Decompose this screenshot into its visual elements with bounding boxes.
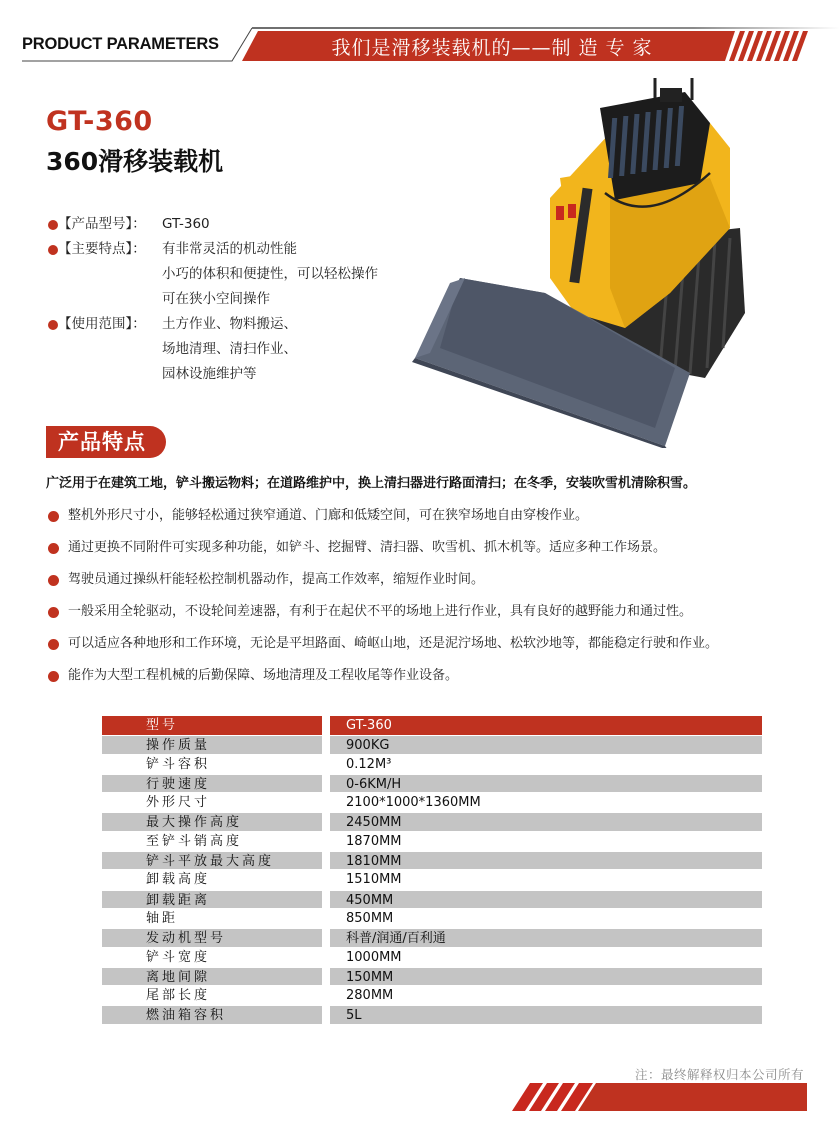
param-name: 铲斗平放最大高度 bbox=[102, 852, 322, 869]
feature-item bbox=[46, 505, 826, 537]
spec-label: 【产品型号】： bbox=[58, 216, 146, 232]
param-name: 离地间隙 bbox=[102, 968, 322, 985]
features-intro: 广泛用于在建筑工地，铲斗搬运物料；在道路维护中，换上清扫器进行路面清扫；在冬季，安装吹雪机清除积雪。 bbox=[46, 476, 697, 491]
header-slogan: 我们是滑移装载机的——制 造 专 家 bbox=[331, 37, 653, 59]
param-name: 燃油箱容积 bbox=[102, 1006, 322, 1023]
table-row bbox=[102, 890, 762, 909]
param-name: 卸载距离 bbox=[102, 891, 322, 908]
bullet-icon bbox=[48, 671, 59, 682]
product-model: GT-360 bbox=[46, 106, 153, 137]
feature-text: 通过更换不同附件可实现多种功能，如铲斗、挖掘臂、清扫器、吹雪机、抓木机等。适应多种工作场景。 bbox=[68, 540, 667, 555]
param-value: 1000MM bbox=[330, 948, 762, 967]
param-value: 450MM bbox=[330, 891, 762, 908]
spec-value: 园林设施维护等 bbox=[162, 366, 257, 382]
table-row bbox=[102, 851, 762, 870]
param-value: 280MM bbox=[330, 986, 762, 1005]
table-row bbox=[102, 986, 762, 1005]
table-header bbox=[102, 716, 762, 735]
feature-item bbox=[46, 665, 826, 697]
param-value: 2450MM bbox=[330, 813, 762, 830]
feature-text: 能作为大型工程机械的后勤保障、场地清理及工程收尾等作业设备。 bbox=[68, 668, 459, 683]
param-value: 150MM bbox=[330, 968, 762, 985]
param-name: 行驶速度 bbox=[102, 775, 322, 792]
table-row bbox=[102, 735, 762, 754]
table-row bbox=[102, 793, 762, 812]
spec-list bbox=[46, 212, 406, 387]
param-name: 铲斗容积 bbox=[102, 755, 322, 774]
feature-list bbox=[46, 505, 826, 697]
param-name: 卸载高度 bbox=[102, 870, 322, 889]
param-value: 1510MM bbox=[330, 870, 762, 889]
param-value: 850MM bbox=[330, 909, 762, 928]
param-name: 至铲斗销高度 bbox=[102, 832, 322, 851]
param-value: 1810MM bbox=[330, 852, 762, 869]
spec-value: 土方作业、物料搬运、 bbox=[162, 316, 297, 332]
param-name: 外形尺寸 bbox=[102, 793, 322, 812]
table-row bbox=[102, 774, 762, 793]
spec-value: GT-360 bbox=[162, 216, 210, 232]
product-name: 360滑移装载机 bbox=[46, 147, 224, 176]
bullet-icon bbox=[48, 245, 58, 255]
table-row bbox=[102, 1005, 762, 1024]
feature-text: 整机外形尺寸小，能够轻松通过狭窄通道、门廊和低矮空间，可在狭窄场地自由穿梭作业。 bbox=[68, 508, 589, 523]
section-title-features: 产品特点 bbox=[46, 426, 166, 458]
table-row bbox=[102, 948, 762, 967]
table-header-value: GT-360 bbox=[330, 716, 762, 735]
table-row bbox=[102, 755, 762, 774]
feature-text: 驾驶员通过操纵杆能轻松控制机器动作，提高工作效率，缩短作业时间。 bbox=[68, 572, 485, 587]
bullet-icon bbox=[48, 320, 58, 330]
table-row bbox=[102, 832, 762, 851]
spec-item-features bbox=[46, 237, 406, 312]
table-row bbox=[102, 870, 762, 889]
param-value: 2100*1000*1360MM bbox=[330, 793, 762, 812]
param-name: 最大操作高度 bbox=[102, 813, 322, 830]
param-value: 科普/润通/百利通 bbox=[330, 929, 762, 946]
header-title: PRODUCT PARAMETERS bbox=[22, 35, 219, 53]
param-name: 轴距 bbox=[102, 909, 322, 928]
spec-value: 场地清理、清扫作业、 bbox=[162, 341, 297, 357]
param-value: 900KG bbox=[330, 736, 762, 753]
param-value: 0.12M³ bbox=[330, 755, 762, 774]
param-value: 1870MM bbox=[330, 832, 762, 851]
table-header-param: 型号 bbox=[102, 716, 322, 735]
table-row bbox=[102, 812, 762, 831]
feature-item bbox=[46, 537, 826, 569]
feature-text: 一般采用全轮驱动，不设轮间差速器，有利于在起伏不平的场地上进行作业，具有良好的越野能力和通过性。 bbox=[68, 604, 693, 619]
param-name: 铲斗宽度 bbox=[102, 948, 322, 967]
spec-label: 【主要特点】： bbox=[58, 241, 146, 257]
spec-item-model bbox=[46, 212, 406, 237]
spec-value: 小巧的体积和便捷性，可以轻松操作 bbox=[162, 266, 378, 282]
skid-steer-loader-image bbox=[410, 78, 770, 448]
param-name: 操作质量 bbox=[102, 736, 322, 753]
bullet-icon bbox=[48, 220, 58, 230]
param-name: 发动机型号 bbox=[102, 929, 322, 946]
feature-item bbox=[46, 633, 826, 665]
bullet-icon bbox=[48, 511, 59, 522]
feature-item bbox=[46, 569, 826, 601]
bullet-icon bbox=[48, 575, 59, 586]
bullet-icon bbox=[48, 543, 59, 554]
table-row bbox=[102, 967, 762, 986]
spec-value: 可在狭小空间操作 bbox=[162, 291, 270, 307]
footer-note: 注：最终解释权归本公司所有 bbox=[634, 1067, 804, 1082]
spec-label: 【使用范围】： bbox=[58, 316, 146, 332]
param-value: 5L bbox=[330, 1006, 762, 1023]
bullet-icon bbox=[48, 607, 59, 618]
table-row bbox=[102, 928, 762, 947]
spec-item-usage bbox=[46, 312, 406, 387]
param-value: 0-6KM/H bbox=[330, 775, 762, 792]
parameter-table bbox=[102, 716, 762, 1025]
feature-item bbox=[46, 601, 826, 633]
spec-value: 有非常灵活的机动性能 bbox=[162, 241, 297, 257]
feature-text: 可以适应各种地形和工作环境，无论是平坦路面、崎岖山地，还是泥泞场地、松软沙地等，都能稳定行驶和作业。 bbox=[68, 636, 719, 651]
table-row bbox=[102, 909, 762, 928]
param-name: 尾部长度 bbox=[102, 986, 322, 1005]
bullet-icon bbox=[48, 639, 59, 650]
